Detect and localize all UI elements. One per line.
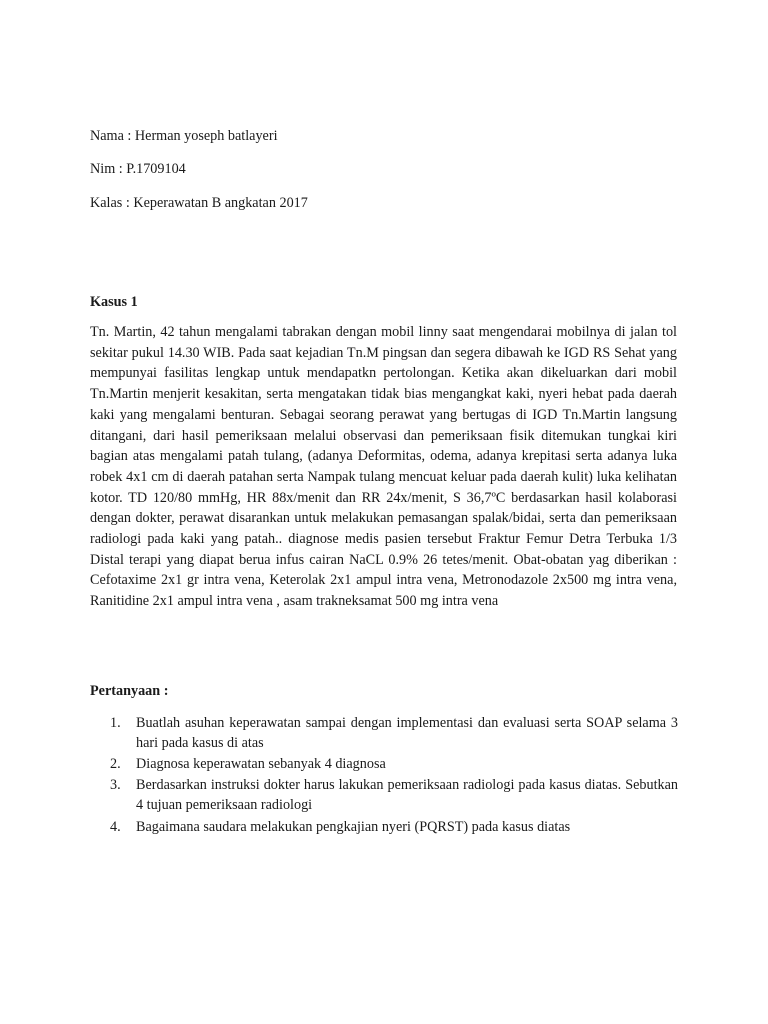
question-item [90,775,678,816]
nim-line: Nim : P.1709104 [90,161,186,177]
question-list [90,713,678,837]
question-text: Bagaimana saudara melakukan pengkajian nyeri (PQRST) pada kasus diatas [136,819,571,835]
pertanyaan-heading: Pertanyaan : [90,683,169,699]
question-number: 1. [110,715,121,731]
question-text: Berdasarkan instruksi dokter harus lakukan pemeriksaan radiologi pada kasus diatas. Sebutkan 4 tujuan pemeriksaan radiologi [136,777,678,813]
nama-line: Nama : Herman yoseph batlayeri [90,128,278,144]
question-text: Buatlah asuhan keperawatan sampai dengan implementasi dan evaluasi serta SOAP selama 3 hari pada kasus di atas [136,715,678,751]
question-item [90,713,678,754]
question-number: 3. [110,777,121,793]
kasus-heading: Kasus 1 [90,294,138,310]
kasus-paragraph: Tn. Martin, 42 tahun mengalami tabrakan dengan mobil linny saat mengendarai mobilnya di jalan tol sekitar pukul 14.30 WIB. Pada saat kejadian Tn.M pingsan dan segera dibawah ke IGD RS Sehat yang mempunyai fasilitas lengkap untuk mendapatkn pertolongan. Ketika akan dikeluarkan dari mobil Tn.Martin menjerit kesakitan, serta mengatakan tidak bias mengangkat kaki, nyeri hebat pada daerah kaki yang mengalami benturan. Sebagai seorang perawat yang bertugas di IGD Tn.Martin langsung ditangani, dari hasil pemeriksaan melalui observasi dan pemeriksaan fisik ditemukan tungkai kiri bagian atas mengalami patah tulang, (adanya Deformitas, odema, adanya krepitasi serta adanya luka robek 4x1 cm di daerah patahan serta Nampak tulang mencuat keluar pada daerah kulit) luka kelihatan kotor. TD 120/80 mmHg, HR 88x/menit dan RR 24x/menit, S 36,7ºC berdasarkan hasil kolaborasi dengan dokter, perawat disarankan untuk melakukan pemasangan spalak/bidai, serta dan pemeriksaan radiologi pada kaki yang patah.. diagnose medis pasien tersebut Fraktur Femur Detra Terbuka 1/3 Distal terapi yang diapat berua infus cairan NaCL 0.9% 26 tetes/menit. Obat-obatan yag diberikan : Cefotaxime 2x1 gr intra vena, Keterolak 2x1 ampul intra vena, Metronodazole 2x500 mg intra vena, Ranitidine 2x1 ampul intra vena , asam trakneksamat 500 mg intra vena [90,324,677,610]
kelas-line: Kalas : Keperawatan B angkatan 2017 [90,195,308,211]
question-number: 2. [110,756,121,772]
question-item [90,754,678,774]
question-text: Diagnosa keperawatan sebanyak 4 diagnosa [136,756,386,772]
question-item [90,817,678,837]
question-number: 4. [110,819,121,835]
